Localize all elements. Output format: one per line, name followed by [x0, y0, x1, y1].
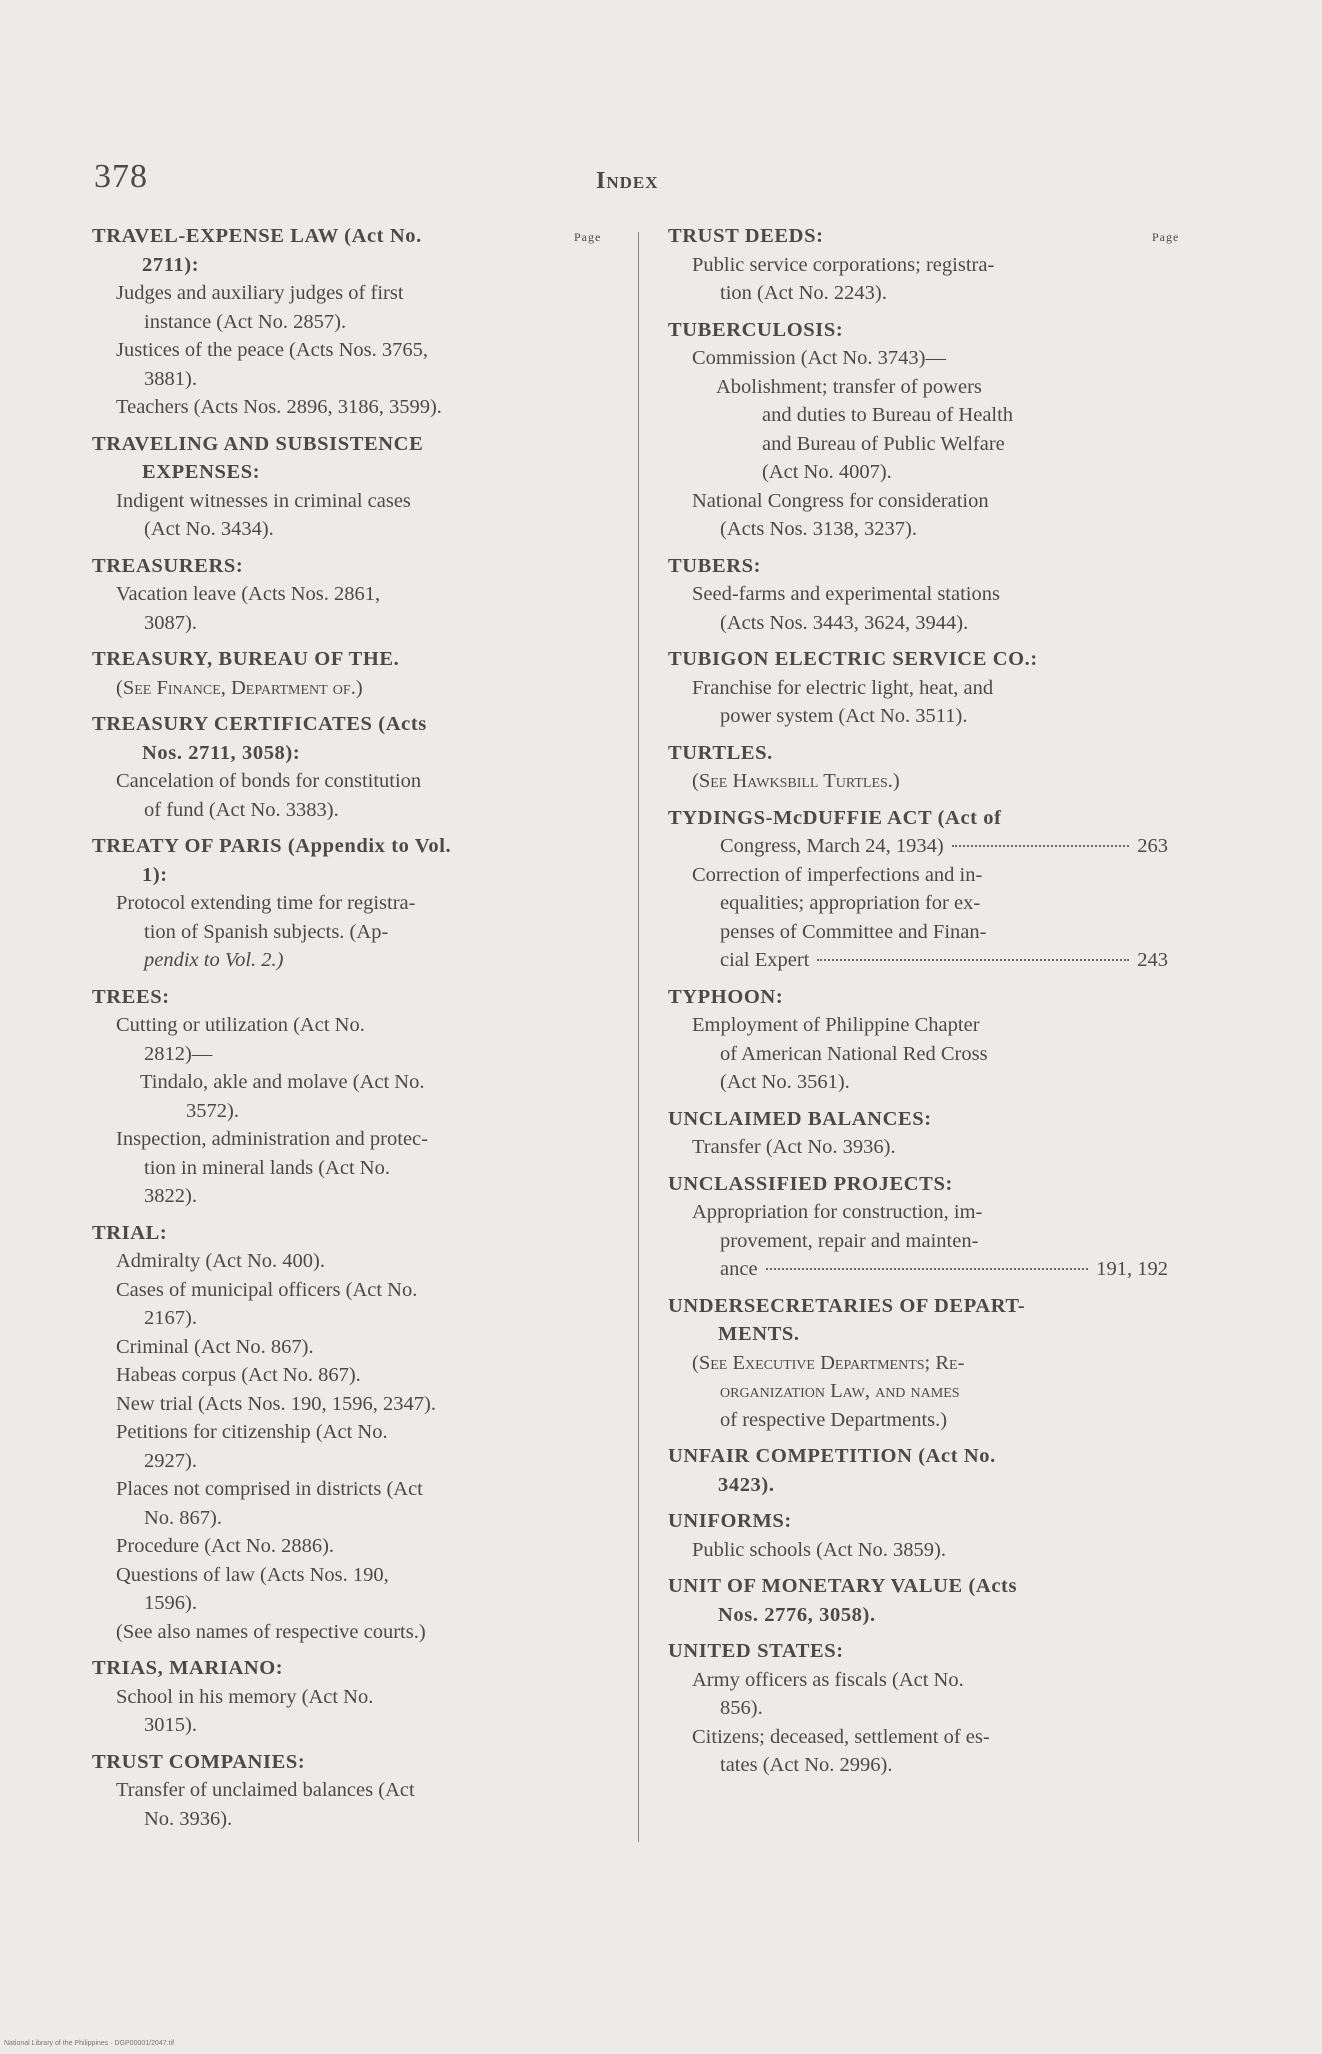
index-heading-line: TRIAS, MARIANO: [92, 1657, 284, 1679]
index-heading-line: TREES: [92, 985, 170, 1008]
index-entry [668, 552, 1168, 638]
index-subentry-line: penses of Committee and Finan- [720, 920, 987, 943]
index-subentry-line: equalities; appropriation for ex- [720, 892, 981, 914]
index-subentry-line: Tindalo, akle and molave (Act No. [140, 1071, 425, 1093]
index-heading-line: TREASURERS: [92, 554, 244, 577]
index-subentry-line: (Act No. 3434). [144, 518, 274, 540]
index-line-with-page [668, 1255, 1168, 1284]
index-subentry-line: (Acts Nos. 3138, 3237). [720, 518, 918, 540]
index-subentry-line: and Bureau of Public Welfare [762, 432, 1005, 455]
index-heading-line: TREASURY, BUREAU OF THE. [92, 648, 400, 670]
index-entry [92, 645, 550, 702]
index-entry [668, 1637, 1168, 1780]
index-entry [92, 1748, 550, 1834]
index-subentry-line: (See also names of respective courts.) [116, 1620, 426, 1643]
index-subentry-line: (Act No. 3561). [720, 1071, 850, 1093]
index-entry [668, 645, 1168, 731]
index-subentry-line: organization Law, and names [720, 1380, 960, 1402]
index-entry [92, 430, 550, 544]
index-entry [668, 316, 1168, 544]
index-entry [92, 710, 550, 824]
index-subentry-line: Cutting or utilization (Act No. [116, 1014, 365, 1036]
index-subentry-line: provement, repair and mainten- [720, 1229, 979, 1252]
index-subentry-line: tion (Act No. 2243). [720, 282, 887, 304]
index-heading-line: TREATY OF PARIS (Appendix to Vol. [92, 835, 452, 857]
index-subentry-line: 2927). [144, 1449, 197, 1472]
index-subentry-line: Procedure (Act No. 2886). [116, 1535, 335, 1557]
index-heading-line: UNFAIR COMPETITION (Act No. [668, 1445, 996, 1467]
index-entry [668, 739, 1168, 796]
index-subentry-line: Places not comprised in districts (Act [116, 1478, 423, 1500]
index-line-text: cial Expert [720, 949, 810, 971]
index-heading-line: UNIFORMS: [668, 1510, 792, 1532]
index-subentry-line: Inspection, administration and protec- [116, 1128, 428, 1150]
page-reference: 243 [1137, 949, 1168, 971]
index-entry [668, 222, 1168, 308]
index-subentry-line: Protocol extending time for registra- [116, 892, 416, 914]
index-entry [668, 1292, 1168, 1435]
index-line-text: ance [720, 1258, 758, 1280]
index-entry [668, 1170, 1168, 1284]
index-subentry-line: of respective Departments.) [720, 1408, 948, 1431]
index-column-left [92, 222, 550, 1841]
index-subentry-line: tion in mineral lands (Act No. [144, 1156, 390, 1179]
column-divider [638, 232, 639, 1842]
index-subentry-line: pendix to Vol. 2.) [144, 949, 284, 971]
index-heading-line: TREASURY CERTIFICATES (Acts [92, 713, 427, 735]
dot-leader [952, 845, 1129, 847]
index-subentry-line: Vacation leave (Acts Nos. 2861, [116, 583, 381, 605]
index-heading-line: Nos. 2776, 3058). [718, 1603, 876, 1626]
index-subentry-line: Correction of imperfections and in- [692, 863, 983, 886]
index-heading-line: 3423). [718, 1473, 775, 1496]
index-subentry-line: Army officers as fiscals (Act No. [692, 1668, 964, 1691]
index-heading-line: TRUST COMPANIES: [92, 1750, 306, 1773]
index-subentry-line: (See Executive Departments; Re- [692, 1351, 965, 1374]
index-subentry-line: Habeas corpus (Act No. 867). [116, 1364, 361, 1386]
index-subentry-line: 2812)— [144, 1042, 213, 1065]
index-line-text: Congress, March 24, 1934) [720, 835, 944, 857]
index-heading-line: 1): [142, 863, 168, 886]
index-entry [668, 1507, 1168, 1564]
index-subentry-line: Commission (Act No. 3743)— [692, 347, 946, 369]
index-subentry-line: Employment of Philippine Chapter [692, 1014, 980, 1036]
index-entry [92, 1654, 550, 1740]
index-subentry-line: Appropriation for construction, im- [692, 1201, 983, 1223]
index-subentry-line: tates (Act No. 2996). [720, 1754, 893, 1776]
index-subentry-line: 3572). [186, 1099, 239, 1122]
index-subentry-line: Teachers (Acts Nos. 2896, 3186, 3599). [116, 396, 442, 418]
index-heading-line: TRAVEL-EXPENSE LAW (Act No. [92, 225, 422, 247]
index-heading-line: MENTS. [718, 1323, 800, 1345]
index-entry [668, 1105, 1168, 1162]
page-label-right: Page [1152, 230, 1180, 244]
index-subentry-line: 3881). [144, 367, 197, 390]
index-subentry-line: Admiralty (Act No. 400). [116, 1250, 325, 1272]
index-subentry-line: of American National Red Cross [720, 1042, 988, 1065]
index-heading-line: TYDINGS-McDUFFIE ACT (Act of [668, 806, 1002, 829]
index-heading-line: TUBERS: [668, 554, 762, 577]
index-entry [668, 1572, 1168, 1629]
index-subentry-line: (See Hawksbill Turtles.) [692, 770, 900, 792]
index-subentry-line: No. 3936). [144, 1807, 233, 1830]
index-subentry-line: Public service corporations; registra- [692, 253, 995, 276]
index-heading-line: UNCLAIMED BALANCES: [668, 1107, 932, 1130]
index-subentry-line: (See Finance, Department of.) [116, 676, 363, 699]
index-heading-line: TYPHOON: [668, 985, 784, 1008]
index-subentry-line: Criminal (Act No. 867). [116, 1335, 314, 1358]
index-subentry-line: Questions of law (Acts Nos. 190, [116, 1563, 389, 1586]
index-subentry-line: Public schools (Act No. 3859). [692, 1538, 946, 1561]
index-subentry-line: Abolishment; transfer of powers [716, 375, 982, 398]
index-heading-line: TRUST DEEDS: [668, 225, 824, 247]
index-subentry-line: Citizens; deceased, settlement of es- [692, 1725, 990, 1748]
index-subentry-line: 3822). [144, 1185, 197, 1207]
index-subentry-line: Transfer (Act No. 3936). [692, 1136, 896, 1158]
index-subentry-line: Petitions for citizenship (Act No. [116, 1421, 388, 1443]
index-subentry-line: power system (Act No. 3511). [720, 705, 968, 727]
index-subentry-line: New trial (Acts Nos. 190, 1596, 2347). [116, 1392, 436, 1415]
index-entry [668, 983, 1168, 1097]
scan-footer: National Library of the Philippines · DGP00001/2047.tif [4, 2040, 175, 2047]
index-heading-line: Nos. 2711, 3058): [142, 741, 301, 764]
index-heading-line: TUBIGON ELECTRIC SERVICE CO.: [668, 648, 1038, 670]
dot-leader [817, 959, 1129, 961]
index-heading-line: TUBERCULOSIS: [668, 318, 844, 341]
index-heading-line: TRIAL: [92, 1221, 168, 1244]
index-line-with-page [668, 946, 1168, 975]
index-subentry-line: Judges and auxiliary judges of first [116, 282, 404, 304]
index-heading-line: 2711): [142, 253, 200, 276]
index-subentry-line: (Act No. 4007). [762, 461, 892, 483]
index-subentry-line: instance (Act No. 2857). [144, 310, 347, 333]
index-subentry-line: Cancelation of bonds for constitution [116, 770, 422, 792]
index-heading-line: UNCLASSIFIED PROJECTS: [668, 1172, 953, 1195]
index-entry [92, 1219, 550, 1647]
page-reference: 191, 192 [1096, 1258, 1168, 1280]
index-heading-line: TRAVELING AND SUBSISTENCE [92, 432, 424, 455]
index-subentry-line: Seed-farms and experimental stations [692, 583, 1000, 605]
index-subentry-line: tion of Spanish subjects. (Ap- [144, 920, 389, 943]
index-subentry-line: 3087). [144, 611, 197, 634]
running-head: Index [596, 168, 659, 194]
index-entry [92, 222, 550, 422]
page-number: 378 [94, 158, 148, 195]
index-subentry-line: of fund (Act No. 3383). [144, 798, 339, 821]
index-subentry-line: Cases of municipal officers (Act No. [116, 1278, 418, 1301]
index-entry [668, 1442, 1168, 1499]
index-subentry-line: (Acts Nos. 3443, 3624, 3944). [720, 611, 969, 634]
page-reference: 263 [1137, 835, 1168, 857]
index-subentry-line: 3015). [144, 1714, 197, 1736]
dot-leader [766, 1268, 1089, 1270]
index-subentry-line: 1596). [144, 1592, 197, 1614]
index-subentry-line: 856). [720, 1697, 763, 1719]
index-subentry-line: Indigent witnesses in criminal cases [116, 489, 411, 512]
index-entry [92, 832, 550, 975]
index-entry [92, 552, 550, 638]
index-subentry-line: Transfer of unclaimed balances (Act [116, 1779, 415, 1801]
index-subentry-line: School in his memory (Act No. [116, 1685, 374, 1708]
index-heading-line: TURTLES. [668, 741, 773, 764]
index-subentry-line: National Congress for consideration [692, 489, 989, 512]
page-label-left: Page [574, 230, 602, 244]
index-subentry-line: 2167). [144, 1307, 197, 1329]
index-line-with-page [668, 832, 1168, 861]
index-entry [92, 983, 550, 1211]
index-subentry-line: Franchise for electric light, heat, and [692, 676, 994, 699]
index-heading-line: EXPENSES: [142, 461, 261, 483]
index-heading-line: UNDERSECRETARIES OF DEPART- [668, 1294, 1026, 1317]
index-column-right [668, 222, 1168, 1788]
index-subentry-line: Justices of the peace (Acts Nos. 3765, [116, 339, 428, 361]
index-subentry-line: and duties to Bureau of Health [762, 404, 1014, 426]
index-heading-line: UNIT OF MONETARY VALUE (Acts [668, 1575, 1018, 1597]
index-subentry-line: No. 867). [144, 1506, 223, 1529]
index-entry [668, 804, 1168, 975]
index-heading-line: UNITED STATES: [668, 1640, 844, 1662]
